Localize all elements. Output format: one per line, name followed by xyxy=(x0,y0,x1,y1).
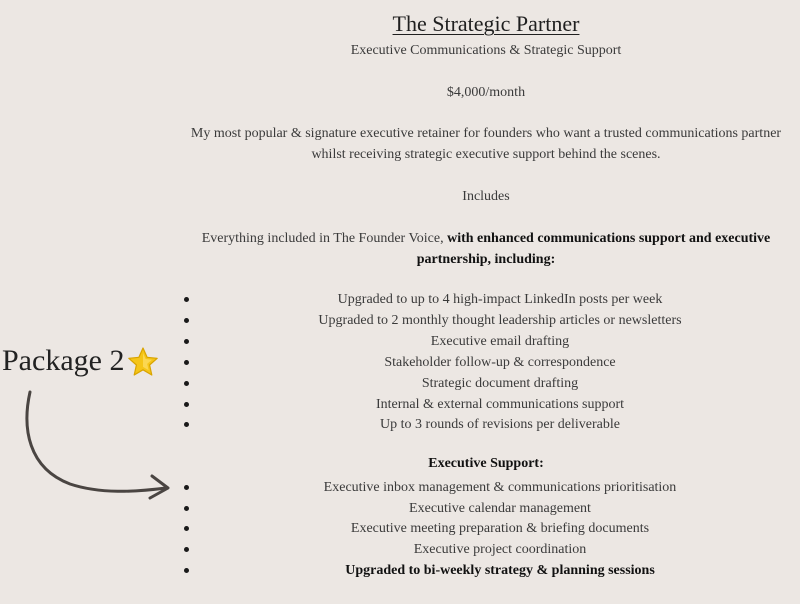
list-item-text: Internal & external communications support xyxy=(375,397,625,412)
list-item xyxy=(186,352,800,373)
list-item xyxy=(186,560,800,581)
bullet-icon xyxy=(184,485,189,490)
list-item xyxy=(186,518,800,539)
intro-bold-text: with enhanced communications support and executive partnership, including: xyxy=(416,231,771,267)
bullet-icon xyxy=(184,318,189,323)
bullet-icon xyxy=(184,526,189,531)
list-item-text: Executive calendar management xyxy=(409,501,591,516)
bullet-icon xyxy=(184,360,189,365)
star-icon xyxy=(127,346,159,383)
bullet-icon xyxy=(184,297,189,302)
description: My most popular & signature executive retainer for founders who want a trusted communications partner whilst receiving strategic executive support behind the scenes. xyxy=(190,126,782,162)
list-item xyxy=(186,477,800,498)
package-label: Package 2 xyxy=(2,344,125,377)
list-item xyxy=(186,289,800,310)
price: $4,000/month xyxy=(446,85,526,100)
page-title: The Strategic Partner xyxy=(392,11,580,36)
list-item-text: Executive email drafting xyxy=(430,334,570,349)
list-item-text: Executive meeting preparation & briefing documents xyxy=(350,521,650,536)
list-item xyxy=(186,373,800,394)
list-item-text: Strategic document drafting xyxy=(421,376,579,391)
bullet-icon xyxy=(184,381,189,386)
list-item-text: Stakeholder follow-up & correspondence xyxy=(384,355,616,370)
list-item-text: Executive project coordination xyxy=(413,542,587,557)
includes-label: Includes xyxy=(462,189,510,204)
bullet-icon xyxy=(184,568,189,573)
list-item xyxy=(186,414,800,435)
subtitle: Executive Communications & Strategic Support xyxy=(350,43,622,58)
list-item-text: Upgraded to up to 4 high-impact LinkedIn posts per week xyxy=(337,292,663,307)
list-item xyxy=(186,394,800,415)
bullet-icon xyxy=(184,547,189,552)
bullet-icon xyxy=(184,402,189,407)
curved-arrow-icon xyxy=(20,388,180,508)
list-item xyxy=(186,310,800,331)
bullet-icon xyxy=(184,422,189,427)
includes-intro xyxy=(186,228,786,270)
bullet-icon xyxy=(184,506,189,511)
list-item xyxy=(186,331,800,352)
list-item-text: Executive inbox management & communications prioritisation xyxy=(323,480,677,495)
bullet-icon xyxy=(184,339,189,344)
list-item-text: Upgraded to 2 monthly thought leadership articles or newsletters xyxy=(318,313,682,328)
intro-normal-text: Everything included in The Founder Voice, xyxy=(201,231,448,246)
list-item xyxy=(186,498,800,519)
list-item xyxy=(186,539,800,560)
support-heading: Executive Support: xyxy=(428,456,544,471)
list-item-text: Upgraded to bi-weekly strategy & planning sessions xyxy=(345,563,655,578)
list-item-text: Up to 3 rounds of revisions per deliverable xyxy=(380,417,620,432)
